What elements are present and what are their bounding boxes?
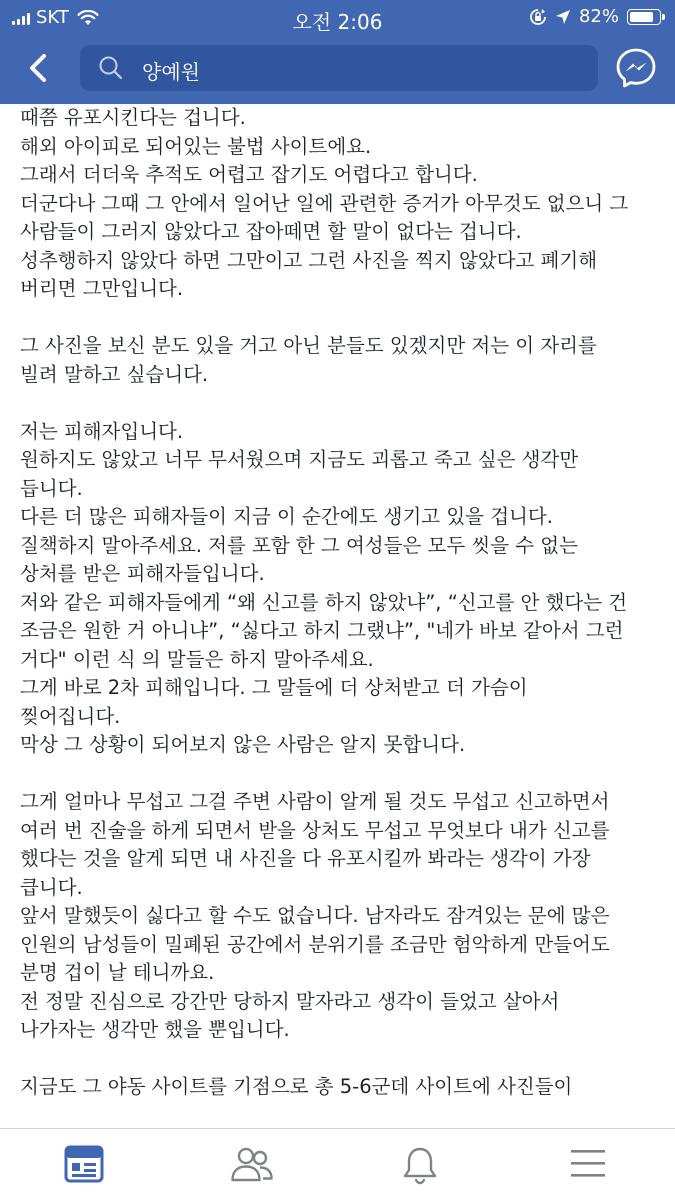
tab-bar [0,1128,675,1200]
post-text-line: 저와 같은 피해자들에게 “왜 신고를 하지 않았냐”, “신고를 안 했다는 건 [20,590,628,614]
rotation-lock-icon [529,8,547,26]
post-text-line: 더군다나 그때 그 안에서 일어난 일에 관련한 증거가 아무것도 없으니 그 [20,191,629,215]
battery-icon [627,9,661,25]
post-text-line: 막상 그 상황이 되어보지 않은 사람은 알지 못합니다. [20,733,466,756]
post-text-line [20,1045,675,1074]
post-text-line: 저는 피해자입니다. [20,419,184,443]
search-query: 양예원 [142,60,200,84]
clock: 오전 2:06 [292,10,383,34]
tab-menu[interactable] [504,1129,672,1200]
post-text-line: 거다" 이런 식 의 말들은 하지 말아주세요. [20,647,374,671]
post-text-line: 다른 더 많은 피해자들이 지금 이 순간에도 생기고 있을 겁니다. [20,505,553,528]
post-text-line: 그게 바로 2차 피해입니다. 그 말들에 더 상처받고 더 가슴이 [20,676,528,699]
tab-notifications[interactable] [336,1129,504,1200]
post-text-line: 지금도 그 야동 사이트를 기점으로 총 5-6군데 사이트에 사진들이 [20,1075,573,1098]
post-text-line: 버리면 그만입니다. [20,277,184,300]
post-body [0,104,675,1128]
tab-news-feed[interactable] [0,1129,168,1200]
back-button[interactable] [18,46,62,90]
post-text-line: 질책하지 말아주세요. 저를 포함 한 그 여성들은 모두 씻을 수 없는 [20,533,578,557]
post-text-line: 찢어집니다. [20,704,121,728]
post-text-line: 앞서 말했듯이 싫다고 할 수도 없습니다. 남자라도 잠겨있는 문에 많은 [20,904,610,927]
post-text-line: 인원의 남성들이 밀폐된 공간에서 분위기를 조금만 험악하게 만들어도 [20,932,610,956]
post-text-line: 분명 겁이 날 테니까요. [20,961,215,984]
post-text-line: 그 사진을 보신 분도 있을 거고 아닌 분들도 있겠지만 저는 이 자리를 [20,334,597,357]
post-text-line: 상처를 받은 피해자들입니다. [20,562,265,585]
post-text-line [20,389,675,418]
post-text-line: 나가자는 생각만 했을 뿐입니다. [20,1018,290,1041]
post-text-line [20,304,675,333]
chevron-left-icon [18,46,62,90]
battery-percent: 82% [578,6,619,27]
post-text-line: 원하지도 않았고 너무 무서웠으며 지금도 괴롭고 죽고 싶은 생각만 [20,448,579,471]
post-text-line: 해외 아이피로 되어있는 불법 사이트에요. [20,134,372,158]
app-header [0,0,675,104]
status-bar [0,0,675,36]
post-text-line: 전 정말 진심으로 강간만 당하지 말자라고 생각이 들었고 살아서 [20,989,560,1013]
post-text-line: 빌려 말하고 싶습니다. [20,362,209,386]
friends-icon [230,1145,274,1183]
status-right [529,6,661,27]
post-text-line: 성추행하지 않았다 하면 그만이고 그런 사진을 찍지 않았다고 폐기해 [20,248,598,272]
messenger-button[interactable] [612,44,660,92]
post-text-line: 사람들이 그러지 않았다고 잡아떼면 할 말이 없다는 겁니다. [20,220,522,243]
news-feed-icon [64,1145,104,1183]
post-text-line: 듭니다. [20,476,83,500]
menu-icon [568,1145,608,1181]
messenger-icon [612,44,660,92]
post-text-line [20,760,675,789]
tab-friends[interactable] [168,1129,336,1200]
search-icon [98,55,124,81]
post-text-line: 조금은 원한 거 아니냐”, “싫다고 하지 그랬냐”, "네가 바보 같아서 그런 [20,619,624,642]
notifications-bell-icon [400,1145,440,1185]
post-text-line: 때쯤 유포시킨다는 겁니다. [20,106,246,129]
post-text-line: 큽니다. [20,875,83,899]
post-text-line: 그래서 더더욱 추적도 어렵고 잡기도 어렵다고 합니다. [20,163,478,186]
post-text-line: 그게 얼마나 무섭고 그걸 주변 사람이 알게 될 것도 무섭고 신고하면서 [20,790,610,813]
carrier-name: SKT [36,7,69,28]
location-arrow-icon [555,9,571,25]
post-text-line: 여러 번 진술을 하게 되면서 받을 상처도 무섭고 무엇보다 내가 신고를 [20,818,610,842]
search-input[interactable] [80,45,598,91]
battery-level [630,12,653,22]
post-text-line: 했다는 것을 알게 되면 내 사진을 다 유포시킬까 봐라는 생각이 가장 [20,847,591,870]
